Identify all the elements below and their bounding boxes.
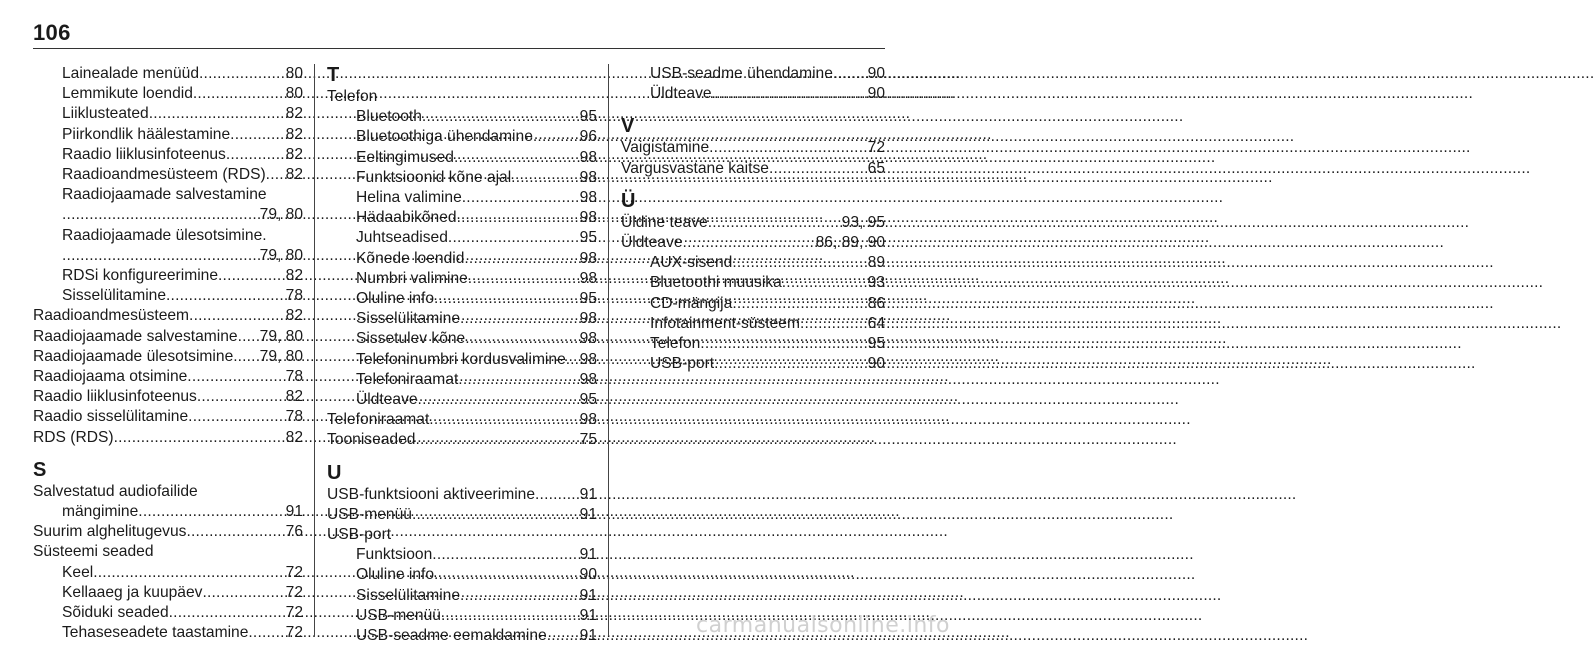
- entry-page-number: 89: [867, 254, 885, 272]
- entry-text: Oluline info: [356, 290, 435, 308]
- index-subentry: [33, 226, 303, 246]
- entry-text: Telefoniraamat: [356, 370, 459, 388]
- dot-leader: [714, 354, 866, 374]
- index-entry: [621, 233, 885, 253]
- index-entry: [33, 327, 303, 347]
- entry-text: Piirkondlik häälestamine: [62, 125, 231, 143]
- index-subentry: [33, 246, 303, 266]
- index-entry: [621, 159, 885, 179]
- entry-page-number: 75: [579, 431, 597, 449]
- entry-text: RDSi konfigureerimine: [62, 267, 218, 285]
- index-entry: [33, 387, 303, 407]
- index-subentry: [33, 165, 303, 185]
- entry-page-number: 98: [579, 209, 597, 227]
- entry-page-number: 98: [579, 350, 597, 368]
- dot-leader: [186, 522, 283, 542]
- dot-leader: [166, 286, 284, 306]
- index-subentry: [327, 370, 597, 390]
- entry-text: Numbri valimine: [356, 269, 468, 287]
- entry-page-number: 80: [285, 85, 303, 103]
- entry-text: Raadio sisselülitamine: [33, 408, 189, 426]
- entry-text: Raadiojaamade ülesotsimine.: [62, 226, 267, 244]
- index-subentry: [33, 502, 303, 522]
- dot-leader: [709, 138, 866, 158]
- entry-text: Raadioandmesüsteem: [33, 307, 190, 325]
- entry-page-number: 82: [285, 388, 303, 406]
- dot-leader: [511, 168, 577, 188]
- entry-text: mängimine: [62, 503, 139, 521]
- entry-page-number: 91: [579, 485, 597, 503]
- index-column-1: [33, 64, 303, 643]
- dot-leader: [462, 188, 578, 208]
- entry-page-number: 96: [579, 128, 597, 146]
- entry-text: Kõnede loendid: [356, 249, 465, 267]
- watermark-text: carmanualsonline.info: [696, 613, 950, 638]
- dot-leader: [465, 329, 577, 349]
- dot-leader: [238, 347, 258, 367]
- entry-page-number: 82: [285, 428, 303, 446]
- entry-text: USB-port: [327, 526, 392, 544]
- index-subentry: [33, 583, 303, 603]
- entry-page-number: 91: [285, 503, 303, 521]
- entry-page-number: 95: [579, 290, 597, 308]
- entry-text: RDS (RDS): [33, 428, 114, 446]
- index-subentry: [621, 314, 885, 334]
- entry-page-number: 86: [867, 294, 885, 312]
- entry-page-number: 82: [285, 307, 303, 325]
- entry-page-number: 79, 80: [259, 246, 303, 264]
- index-entry: [33, 306, 303, 326]
- index-subentry: [327, 309, 597, 329]
- entry-text: Raadio liiklusinfoteenus: [62, 145, 226, 163]
- entry-page-number: 82: [285, 267, 303, 285]
- entry-text: Tehaseseadete taastamine: [62, 624, 249, 642]
- page-number: 106: [33, 20, 71, 45]
- entry-text: Vaigistamine: [621, 139, 710, 157]
- entry-text: Telefon: [327, 88, 378, 105]
- index-entry: [327, 87, 597, 107]
- entry-page-number: 90: [867, 65, 885, 82]
- index-entry: [33, 367, 303, 387]
- dot-leader: [533, 127, 578, 147]
- index-subentry: [621, 334, 885, 354]
- entry-page-number: 82: [285, 105, 303, 123]
- entry-text: Lemmikute loendid: [62, 85, 193, 103]
- index-subentry: [327, 188, 597, 208]
- entry-page-number: 91: [579, 546, 597, 564]
- index-subentry: [327, 228, 597, 248]
- entry-text: Sisselülitamine: [356, 310, 461, 328]
- index-entry: [327, 430, 597, 450]
- entry-text: Telefon: [650, 335, 701, 353]
- entry-text: Sissetulev kõne: [356, 330, 466, 348]
- dot-leader: [199, 64, 284, 84]
- entry-page-number: 72: [285, 604, 303, 622]
- dot-leader: [434, 289, 578, 309]
- entry-page-number: 91: [579, 606, 597, 624]
- entry-page-number: 98: [579, 168, 597, 186]
- entry-page-number: 79, 80: [259, 206, 303, 224]
- entry-page-number: 95: [867, 335, 885, 353]
- entry-text: Bluetoothi muusika: [650, 274, 782, 292]
- index-subentry: [327, 168, 597, 188]
- entry-text: Tooniseaded: [327, 431, 416, 449]
- dot-leader: [266, 165, 284, 185]
- entry-text: USB-menüü: [356, 606, 441, 624]
- dot-leader: [412, 505, 578, 525]
- entry-page-number: 78: [285, 408, 303, 426]
- dot-leader: [418, 390, 578, 410]
- entry-text: Telefoniraamat: [327, 411, 430, 429]
- entry-page-number: 93: [867, 274, 885, 292]
- index-entry: [327, 410, 597, 430]
- index-subentry: [327, 329, 597, 349]
- dot-leader: [683, 233, 814, 253]
- entry-text: Kellaaeg ja kuupäev: [62, 583, 203, 601]
- entry-page-number: 90: [579, 566, 597, 584]
- entry-page-number: 91: [579, 627, 597, 645]
- entry-text: Raadioandmesüsteem (RDS): [62, 166, 266, 184]
- entry-page-number: 90: [867, 85, 885, 103]
- entry-text: Üldteave: [621, 234, 683, 252]
- dot-leader: [454, 148, 578, 168]
- index-letter-heading: U: [327, 461, 342, 484]
- dot-leader: [460, 586, 578, 606]
- entry-text: Raadiojaamade salvestamine: [33, 327, 238, 345]
- index-subentry: [621, 253, 885, 273]
- entry-page-number: 79, 80: [259, 327, 303, 345]
- index-subentry: [621, 273, 885, 293]
- entry-text: Üldteave: [356, 391, 418, 409]
- entry-text: Raadiojaamade salvestamine: [62, 186, 267, 204]
- entry-text: Hädaabikõned: [356, 209, 457, 227]
- dot-leader: [230, 125, 283, 145]
- dot-leader: [535, 485, 578, 505]
- entry-page-number: 98: [579, 269, 597, 287]
- entry-text: Suurim alghelitugevus: [33, 523, 187, 541]
- index-subentry: [33, 104, 303, 124]
- dot-leader: [712, 84, 866, 104]
- entry-text: Vargusvastane kaitse: [621, 159, 769, 177]
- dot-leader: [218, 266, 284, 286]
- index-subentry: [327, 127, 597, 147]
- entry-text: Bluetoothiga ühendamine: [356, 128, 533, 146]
- dot-leader: [769, 159, 866, 179]
- index-subentry: [33, 125, 303, 145]
- entry-page-number: 98: [579, 411, 597, 429]
- entry-text: Oluline info: [356, 566, 435, 584]
- entry-page-number: 79, 80: [259, 347, 303, 365]
- entry-page-number: 76: [285, 523, 303, 541]
- index-subentry: [327, 606, 597, 626]
- index-subentry: [621, 64, 885, 84]
- index-entry: [33, 482, 303, 502]
- index-subentry: [33, 286, 303, 306]
- index-subentry: [327, 350, 597, 370]
- entry-text: Eeltingimused: [356, 148, 454, 166]
- dot-leader: [187, 367, 283, 387]
- entry-text: Sõiduki seaded: [62, 604, 169, 622]
- dot-leader: [448, 228, 578, 248]
- dot-leader: [441, 606, 578, 626]
- entry-text: Funktsioon: [356, 546, 433, 564]
- dot-leader: [202, 583, 283, 603]
- index-subentry: [33, 84, 303, 104]
- entry-text: Salvestatud audiofailide: [33, 482, 198, 500]
- dot-leader: [93, 563, 283, 583]
- entry-text: Raadio liiklusinfoteenus: [33, 388, 197, 406]
- dot-leader: [460, 309, 578, 329]
- dot-leader: [464, 249, 577, 269]
- index-column-2: [327, 64, 597, 646]
- index-subentry: [327, 390, 597, 410]
- index-entry: [33, 428, 303, 448]
- index-subentry: [33, 603, 303, 623]
- dot-leader: [432, 545, 577, 565]
- entry-text: USB-port: [650, 355, 715, 373]
- entry-page-number: 93, 95: [841, 213, 885, 231]
- entry-text: Bluetooth: [356, 108, 422, 126]
- entry-text: Funktsioonid kõne ajal: [356, 168, 512, 186]
- index-entry: [327, 525, 597, 545]
- entry-page-number: 95: [579, 391, 597, 409]
- entry-page-number: 91: [579, 505, 597, 523]
- index-subentry: [621, 294, 885, 314]
- index-column-3: [621, 64, 885, 374]
- entry-page-number: 78: [285, 368, 303, 386]
- index-entry: [33, 347, 303, 367]
- entry-text: Liiklusteated: [62, 105, 149, 123]
- entry-page-number: 98: [579, 330, 597, 348]
- index-entry: [621, 138, 885, 158]
- header-rule: [33, 48, 885, 49]
- index-entry: [327, 485, 597, 505]
- dot-leader: [138, 502, 283, 522]
- entry-text: USB-seadme eemaldamine: [356, 627, 547, 645]
- entry-text: USB-menüü: [327, 505, 412, 523]
- dot-leader: [114, 428, 284, 448]
- entry-text: Süsteemi seaded: [33, 543, 154, 561]
- index-letter-heading: S: [33, 458, 47, 481]
- entry-text: AUX-sisend: [650, 254, 733, 272]
- index-entry: [327, 505, 597, 525]
- entry-page-number: 72: [867, 139, 885, 157]
- entry-page-number: 90: [867, 355, 885, 373]
- entry-text: Üldine teave: [621, 213, 708, 231]
- column-divider: [608, 64, 609, 636]
- entry-text: Raadiojaamade ülesotsimine.: [33, 347, 238, 365]
- dot-leader: [732, 253, 865, 273]
- entry-text: Lainealade menüüd: [62, 65, 199, 82]
- column-divider: [314, 64, 315, 636]
- dot-leader: [238, 327, 258, 347]
- entry-page-number: 91: [579, 586, 597, 604]
- entry-page-number: 82: [285, 145, 303, 163]
- dot-leader: [197, 387, 284, 407]
- index-letter-heading: V: [621, 115, 635, 138]
- entry-page-number: 64: [867, 314, 885, 332]
- index-entry: [621, 213, 885, 233]
- index-subentry: [33, 145, 303, 165]
- dot-leader: [62, 246, 258, 266]
- entry-page-number: 95: [579, 108, 597, 126]
- dot-leader: [429, 410, 577, 430]
- entry-page-number: 82: [285, 125, 303, 143]
- entry-text: USB-funktsiooni aktiveerimine: [327, 485, 536, 503]
- index-letter-heading: Ü: [621, 189, 636, 212]
- dot-leader: [700, 334, 865, 354]
- entry-text: Sisselülitamine: [356, 586, 461, 604]
- entry-text: Üldteave: [650, 85, 712, 103]
- index-subentry: [33, 205, 303, 225]
- dot-leader: [547, 626, 578, 646]
- entry-page-number: 98: [579, 370, 597, 388]
- index-subentry: [327, 208, 597, 228]
- entry-text: Raadiojaama otsimine: [33, 368, 188, 386]
- dot-leader: [226, 145, 284, 165]
- entry-page-number: 65: [867, 159, 885, 177]
- index-subentry: [621, 354, 885, 374]
- entry-page-number: 98: [579, 148, 597, 166]
- dot-leader: [468, 269, 578, 289]
- entry-text: Telefoninumbri kordusvalimine.: [356, 350, 571, 368]
- index-subentry: [33, 185, 303, 205]
- entry-page-number: 80: [285, 65, 303, 82]
- entry-page-number: 95: [579, 229, 597, 247]
- dot-leader: [800, 314, 866, 334]
- index-subentry: [327, 545, 597, 565]
- dot-leader: [782, 273, 866, 293]
- entry-page-number: 82: [285, 166, 303, 184]
- entry-page-number: 86, 89, 90: [815, 234, 885, 252]
- dot-leader: [189, 306, 284, 326]
- index-entry: [33, 522, 303, 542]
- entry-text: USB-seadme ühendamine: [650, 65, 833, 82]
- dot-leader: [248, 623, 283, 643]
- index-subentry: [327, 148, 597, 168]
- entry-text: CD-mängija: [650, 294, 733, 312]
- index-subentry: [33, 64, 303, 84]
- index-subentry: [33, 266, 303, 286]
- index-subentry: [327, 269, 597, 289]
- dot-leader: [169, 603, 284, 623]
- dot-leader: [62, 205, 258, 225]
- entry-page-number: 78: [285, 287, 303, 305]
- index-subentry: [327, 249, 597, 269]
- dot-leader: [458, 370, 577, 390]
- dot-leader: [732, 294, 865, 314]
- index-subentry: [327, 586, 597, 606]
- index-subentry: [33, 623, 303, 643]
- index-entry: [33, 407, 303, 427]
- index-subentry: [327, 289, 597, 309]
- entry-text: Sisselülitamine: [62, 287, 167, 305]
- dot-leader: [570, 350, 578, 370]
- index-letter-heading: T: [327, 64, 340, 86]
- dot-leader: [415, 430, 577, 450]
- entry-page-number: 72: [285, 563, 303, 581]
- entry-page-number: 72: [285, 583, 303, 601]
- index-subentry: [621, 84, 885, 104]
- index-subentry: [327, 565, 597, 585]
- entry-page-number: 98: [579, 189, 597, 207]
- dot-leader: [833, 64, 866, 84]
- dot-leader: [457, 208, 578, 228]
- dot-leader: [193, 84, 284, 104]
- index-entry: [33, 542, 303, 562]
- dot-leader: [188, 407, 283, 427]
- entry-page-number: 98: [579, 249, 597, 267]
- entry-text: Helina valimine: [356, 189, 462, 207]
- dot-leader: [149, 104, 284, 124]
- index-subentry: [327, 626, 597, 646]
- entry-page-number: 98: [579, 310, 597, 328]
- index-subentry: [33, 563, 303, 583]
- index-subentry: [327, 107, 597, 127]
- entry-text: Infotainment-süsteem: [650, 314, 800, 332]
- dot-leader: [422, 107, 578, 127]
- entry-text: Juhtseadised: [356, 229, 448, 247]
- dot-leader: [434, 565, 578, 585]
- entry-page-number: 72: [285, 624, 303, 642]
- entry-text: Keel: [62, 563, 94, 581]
- dot-leader: [708, 213, 840, 233]
